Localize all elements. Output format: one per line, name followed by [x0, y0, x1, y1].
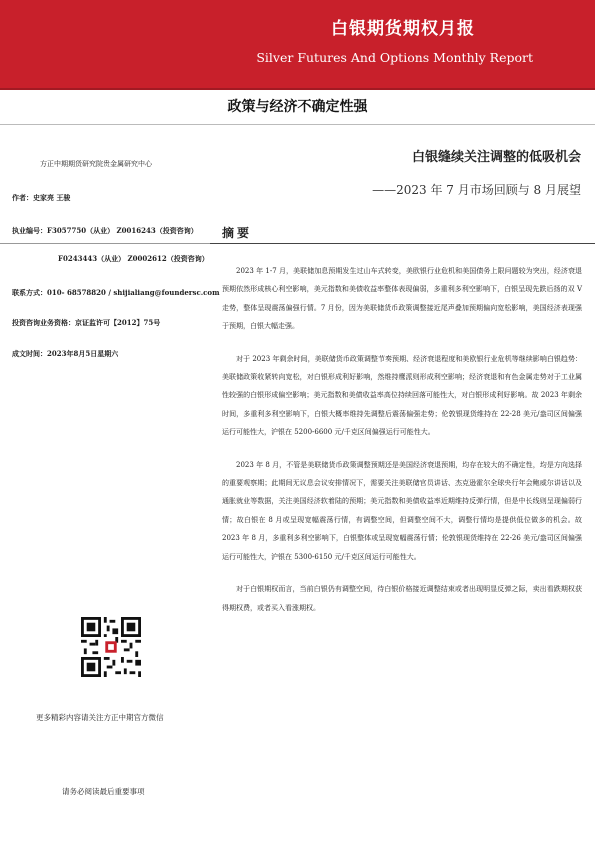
- abstract-paragraph-2: 对于 2023 年剩余时间，美联储货币政策调整节奏预期、经济衰退程度和美欧银行业危机等继续影响白银趋势：美联储政策收紧转向宽松，对白银形成利好影响，然维持鹰派则形成利空影响；经济衰退和有色金属走势对于工业属性较强的白银形成偏空影响；美元指数和美债收益率高位持续回落可能性大，对白银形成利好影响。故 2023 年剩余时间，多重利多利空影响下，白银大概率维持先调整后震荡偏强走势；伦敦银现货维持在 22-28 美元/盎司区间偏强运行可能性大，沪银在 5200-6600 元/千克区间偏强运行可能性大。: [222, 354, 582, 437]
- headline: 政策与经济不确定性强: [227, 99, 368, 115]
- qualification: 投资咨询业务资格：京证监许可【2012】75号: [12, 318, 161, 327]
- contact: 联系方式：010- 68578820 / shijialiang@foundersc.com: [12, 288, 220, 297]
- abstract-paragraph-4: 对于白银期权而言，当前白银仍有调整空间，待白银价格接近调整结束或者出现明显反弹之际，卖出看跌期权获得期权费，或者买入看涨期权。: [222, 585, 582, 612]
- publish-date: 成文时间：2023年8月5日星期六: [12, 349, 119, 358]
- abstract-title: 摘要: [222, 226, 253, 240]
- qr-caption: 更多精彩内容请关注方正中期官方微信: [36, 713, 164, 722]
- headline-divider: [0, 124, 595, 125]
- abstract-body: [222, 262, 582, 631]
- sidebar-divider: [0, 243, 210, 244]
- report-series-title: 白银期货期权月报: [331, 19, 475, 39]
- report-subtitle: ——2023 年 7 月市场回顾与 8 月展望: [372, 183, 581, 197]
- license-1: 执业编号：F3057750（从业） Z0016243（投资咨询）: [12, 226, 198, 235]
- wechat-qr-code[interactable]: [81, 617, 141, 677]
- report-series-subtitle: Silver Futures And Options Monthly Report: [256, 50, 533, 65]
- disclaimer: 请务必阅读最后重要事项: [62, 787, 145, 796]
- header-divider: [0, 88, 595, 90]
- abstract-paragraph-1: 2023 年 1-7 月，美联储加息预期发生过山车式转变，美欧银行业危机和美国债务上限问题较为突出，经济衰退预期依然形成核心利空影响，美元指数和美债收益率整体表现偏弱，多重利多利空影响下，白银呈现先跌后扬的双 V 走势，整体呈现震荡偏强行情。7 月份，因为美联储货币政策调整接近尾声叠加预期偏向宽松影响，美国经济表现强于预期，白银大幅走强。: [222, 267, 582, 331]
- header-banner: [0, 0, 595, 88]
- report-title: 白银缝续关注调整的低吸机会: [411, 150, 581, 165]
- license-2: F0243443（从业） Z0002612（投资咨询）: [58, 254, 209, 263]
- authors: 作者：史家亮 王骏: [12, 193, 71, 202]
- abstract-divider: [210, 243, 595, 244]
- institution: 方正中期期货研究院贵金属研究中心: [40, 160, 152, 168]
- abstract-paragraph-3: 2023 年 8 月，不管是美联储货币政策调整预期还是美国经济衰退预期，均存在较大的不确定性，均是方向选择的重要观察期；此期间无议息会议安排情况下，需要关注美联储官员讲话、杰克逊霍尔全球央行年会鲍威尔讲话以及通胀就业等数据，关注美国经济软着陆的预期；美元指数和美债收益率近期维持反弹行情，但是中长线则呈现偏弱行情；故白银在 8 月或呈现宽幅震荡行情，有调整空间，但调整空间不大，调整行情均是提供低位做多的机会。故 2023 年 8 月，多重利多利空影响下，白银整体或呈现宽幅震荡行情；伦敦银现货维持在 22-26 美元/盎司区间偏强运行可能性大，沪银在 5300-6150 元/千克区间运行可能性大。: [222, 460, 582, 561]
